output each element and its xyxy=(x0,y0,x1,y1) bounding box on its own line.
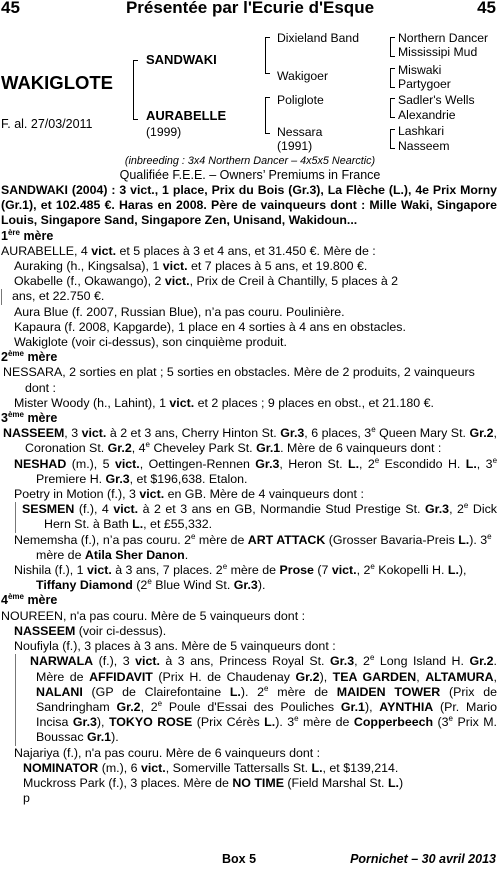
page-footer xyxy=(0,852,500,870)
produce-line: Muckross Park (f.), 3 places. Mère de NO TIME (Field Marshal St. L.) xyxy=(23,775,404,790)
produce-line: Najariya (f.), n'a pas couru. Mère de 6 vainqueurs dont : xyxy=(14,745,321,760)
sire-paragraph: SANDWAKI (2004) : 3 vict., 1 place, Prix du Bois (Gr.3), La Flèche (L.), 4e Prix Morny (Gr.1), et 102.485 €. Haras en 2008. Père de vainqueurs dont : Mille Waki, Singapore Louis, Singapore Sand, Singapore Zen, Unisand, Wakidoun... xyxy=(1,183,497,228)
dam-line: AURABELLE, 4 vict. et 5 places à 3 et 4 ans, et 31.450 €. Mère de : xyxy=(1,243,376,258)
gen3-1: Northern Dancer xyxy=(398,31,489,45)
produce-line: Wakiglote (voir ci-dessus), son cinquième produit. xyxy=(14,335,287,350)
gen3-7: Lashkari xyxy=(398,124,445,138)
gen3-4: Partygoer xyxy=(398,77,451,91)
lot-number-left: 45 xyxy=(1,0,20,17)
stray-letter: p xyxy=(23,791,30,806)
produce-line: SESMEN (f.), 4 vict. à 2 et 3 ans en GB, Normandie Stud Prestige St. Gr.3, 2e Dick Hern St. à Bath L., et £55,332. xyxy=(22,501,497,532)
produce-line: Poetry in Motion (f.), 3 vict. en GB. Mère de 4 vainqueurs dont : xyxy=(14,487,364,502)
produce-line: Kapaura (f. 2008, Kapgarde), 1 place en 4 sorties à 4 ans en obstacles. xyxy=(14,319,406,334)
pedigree-bracket xyxy=(265,97,266,134)
sale-place-date: Pornichet – 30 avril 2013 xyxy=(350,852,496,866)
dam-dam-year: (1991) xyxy=(277,139,313,153)
inbreeding-note: (inbreeding : 3x4 Northern Dancer – 4x5x5 Nearctic) xyxy=(124,155,376,167)
sire-name: SANDWAKI xyxy=(146,52,217,67)
horse-name: WAKIGLOTE xyxy=(1,72,114,93)
gen3-8: Nasseem xyxy=(398,139,450,153)
produce-line: Mister Woody (h., Lahint), 1 vict. et 2 places ; 9 places en obst., et 21.180 €. xyxy=(14,395,434,410)
indented-block xyxy=(15,654,497,745)
pedigree-bracket xyxy=(390,129,391,149)
dam-year: (1999) xyxy=(146,125,182,139)
lot-number-right: 45 xyxy=(477,0,496,17)
produce-line: Noufiyla (f.), 3 places à 3 ans. Mère de 5 vainqueurs dont : xyxy=(14,639,336,654)
pedigree-bracket xyxy=(390,98,391,118)
qualification-note: Qualifiée F.E.E. – Owners’ Premiums in France xyxy=(119,168,381,182)
gen3-3: Miswaki xyxy=(398,63,442,77)
section-first-dam: 1ère mère xyxy=(1,227,54,243)
produce-line: NARWALA (f.), 3 vict. à 3 ans, Princess Royal St. Gr.3, 2e Long Island H. Gr.2. Mère de AFFIDAVIT (Prix H. de Chaudenay Gr.2), TEA GARDEN, ALTAMURA, NALANI (GP de Clairefontaine L.). 2e mère de MAIDEN TOWER (Prix de Sandringham Gr.2, 2e Poule d'Essai des Pouliches Gr.1), AYNTHIA (Pr. Mario Incisa Gr.3), TOKYO ROSE (Prix Cérès L.). 3e mère de Copperbeech (3e Prix M. Boussac Gr.1). xyxy=(30,653,497,745)
produce-line: Auraking (h., Kingsalsa), 1 vict. et 7 places à 5 ans, et 19.800 €. xyxy=(14,259,368,274)
section-fourth-dam: 4ème mère xyxy=(1,592,58,608)
pedigree-bracket xyxy=(133,60,134,120)
produce-line: Aura Blue (f. 2007, Russian Blue), n’a pas couru. Poulinière. xyxy=(14,304,345,319)
produce-line: Okabelle (f., Okawango), 2 vict., Prix de Creil à Chantilly, 5 places à 2 xyxy=(14,274,399,289)
box-number: Box 5 xyxy=(222,852,257,866)
produce-line: NESHAD (m.), 5 vict., Oettingen-Rennen Gr.3, Heron St. L., 2e Escondido H. L., 3e Premiere H. Gr.3, et $196,638. Etalon. xyxy=(14,455,498,486)
pedigree-bracket xyxy=(390,68,391,88)
sire-sire: Dixieland Band xyxy=(277,31,359,45)
sire-dam: Wakigoer xyxy=(277,69,329,83)
produce-line: Nishila (f.), 1 vict. à 3 ans, 7 places. 2e mère de Prose (7 vict., 2e Kokopelli H. L.), Tiffany Diamond (2e Blue Wind St. Gr.3). xyxy=(14,561,467,593)
page-title: Présentée par l'Ecurie d'Esque xyxy=(125,0,375,17)
section-second-dam: 2ème mère xyxy=(1,349,58,365)
pedigree-bracket xyxy=(265,37,266,74)
produce-line: ans, et 22.750 €. xyxy=(1,289,497,304)
gen3-5: Sadler's Wells xyxy=(398,93,475,107)
gen3-6: Alexandrie xyxy=(398,108,456,122)
produce-line: NASSEEM (voir ci-dessus). xyxy=(14,623,167,638)
dam-dam: Nessara xyxy=(277,125,323,139)
catalogue-header xyxy=(0,0,500,20)
dam-line: NOUREEN, n'a pas couru. Mère de 5 vainqueurs dont : xyxy=(1,608,306,623)
indented-block xyxy=(15,502,497,532)
produce-line: Nememsha (f.), n’a pas couru. 2e mère de ART ATTACK (Grosser Bavaria-Preis L.). 3e mère de Atila Sher Danon. xyxy=(14,531,492,562)
horse-info: F. al. 27/03/2011 xyxy=(1,117,93,131)
dam-sire: Poliglote xyxy=(277,93,324,107)
family-text xyxy=(1,183,497,806)
pedigree-bracket xyxy=(390,37,391,57)
gen3-2: Mississipi Mud xyxy=(398,45,478,59)
dam-name: AURABELLE xyxy=(146,108,227,123)
section-third-dam: 3ème mère xyxy=(1,409,58,426)
pedigree-table xyxy=(0,26,500,154)
dam-line: NESSARA, 2 sorties en plat ; 5 sorties en obstacles. Mère de 2 produits, 2 vainqueurs dont : xyxy=(3,365,475,395)
produce-line: NOMINATOR (m.), 6 vict., Somerville Tattersalls St. L., et $139,214. xyxy=(23,760,399,775)
dam-line: NASSEEM, 3 vict. à 2 et 3 ans, Cherry Hinton St. Gr.3, 6 places, 3e Queen Mary St. Gr.2, Coronation St. Gr.2, 4e Cheveley Park St. Gr.1. Mère de 6 vainqueurs dont : xyxy=(3,425,497,456)
